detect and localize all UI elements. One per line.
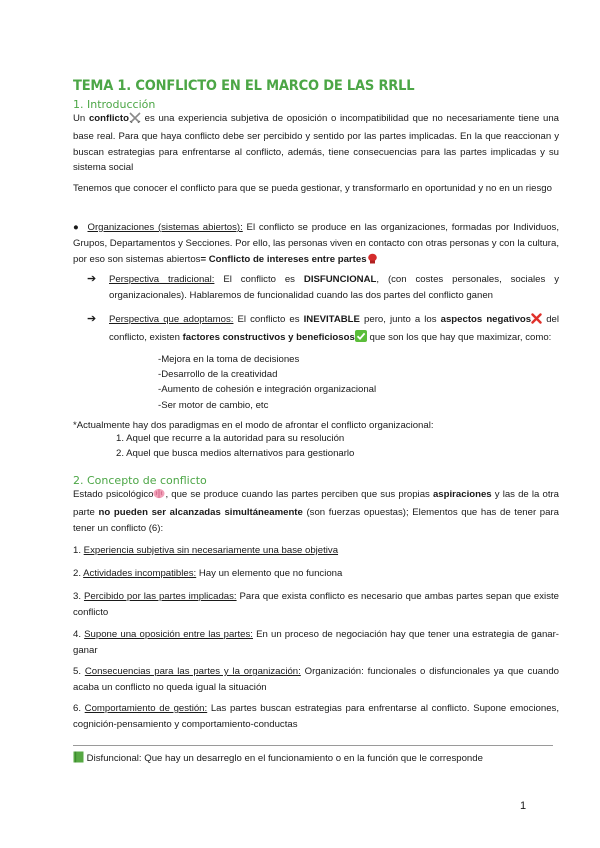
footnote-text: Disfuncional: Que hay un desarreglo en el funcionamiento o en la función que le corresponde xyxy=(86,753,483,764)
benefits-list xyxy=(158,352,538,413)
trad-text-a: El conflicto es xyxy=(214,274,304,285)
concepto-bold-simultaneamente: no pueden ser alcanzadas simultáneamente xyxy=(98,506,303,518)
organizaciones-bold: = Conflicto de intereses entre partes xyxy=(200,253,367,265)
adopt-bold-factores: factores constructivos y beneficiosos xyxy=(182,331,355,343)
perspectiva-adoptamos-paragraph xyxy=(109,312,559,348)
concept-item-number: 6. xyxy=(73,703,85,714)
concept-item-text: Las partes buscan estrategias para enfrentarse al conflicto. Supone emociones, cognición-pensamiento y comportamiento-conductas xyxy=(73,703,559,730)
brain-icon xyxy=(153,488,165,505)
concepto-text-b: , que se produce cuando las partes perciben que sus propias xyxy=(165,489,433,500)
adopt-text-c: pero, junto a los xyxy=(359,314,441,325)
benefit-item: -Ser motor de cambio, etc xyxy=(158,399,269,411)
adopt-text-g: que son los que hay que maximizar, como: xyxy=(366,331,552,343)
concepto-bold-aspiraciones: aspiraciones xyxy=(432,489,492,500)
intro-bold-conflicto: conflicto xyxy=(88,113,129,124)
perspectiva-tradicional-paragraph xyxy=(109,272,559,304)
benefit-item: -Mejora en la toma de decisiones xyxy=(158,354,300,365)
adopt-text-e: del conflicto, existen xyxy=(109,314,559,343)
section-heading-introduccion: 1. Introducción xyxy=(73,98,156,111)
paradigm-item: 2. Aquel que busca medios alternativos para gestionarlo xyxy=(116,447,355,459)
concept-item-text: Para que exista conflicto es necesario que ambas partes sepan que existe conflicto xyxy=(73,591,559,618)
concept-item-text: Organización: funcionales o disfuncionales ya que cuando acaba un conflicto no queda igual la situación xyxy=(73,666,559,693)
green-book-icon xyxy=(73,751,84,769)
page-number: 1 xyxy=(520,800,527,812)
concept-item-number: 2. xyxy=(73,568,84,579)
arrow-icon: ➔ xyxy=(87,273,97,285)
intro-paragraph xyxy=(73,111,559,176)
paradigms-intro: *Actualmente hay dos paradigmas en el modo de afrontar el conflicto organizacional: xyxy=(73,420,434,431)
concept-item-title: Actividades incompatibles: xyxy=(83,568,197,579)
concept-item-4 xyxy=(73,627,559,659)
concept-item-number: 3. xyxy=(73,591,84,602)
concept-item-title: Comportamiento de gestión: xyxy=(84,703,208,714)
concept-item-title: Experiencia subjetiva sin necesariamente una base objetiva xyxy=(83,545,339,556)
page-title: TEMA 1. CONFLICTO EN EL MARCO DE LAS RRLL xyxy=(73,78,415,94)
concept-item-1 xyxy=(73,543,559,559)
concept-item-2 xyxy=(73,566,559,582)
intro-text-c: es una experiencia subjetiva de oposición o incompatibilidad que no necesariamente tiene una base real. Para que haya conflicto debe ser percibido y sentido por las partes implicadas. En la que reaccionan y buscan estrategias para enfrentarse al conflicto, además, tiene consecuencias para las partes implicadas y su sistema social xyxy=(73,113,559,174)
green-checkmark-icon xyxy=(355,330,367,348)
crossed-swords-icon xyxy=(129,112,141,129)
perspectiva-tradicional-label: Perspectiva tradicional: xyxy=(109,274,215,285)
adopt-bold-aspectos: aspectos negativos xyxy=(440,314,532,325)
concept-item-number: 1. xyxy=(73,545,84,556)
concepto-text-d: y las de la otra parte xyxy=(73,489,560,518)
intro-text-a: Un xyxy=(73,113,89,124)
trad-bold-disfuncional: DISFUNCIONAL xyxy=(303,274,377,285)
paradigm-item: 1. Aquel que recurre a la autoridad para su resolución xyxy=(116,433,345,444)
organizaciones-paragraph xyxy=(73,220,559,269)
adopt-text-a: El conflicto es xyxy=(233,314,304,325)
benefit-item: -Aumento de cohesión e integración organizacional xyxy=(158,384,377,396)
concept-item-3 xyxy=(73,589,559,621)
benefit-item: -Desarrollo de la creatividad xyxy=(158,369,278,381)
red-cross-icon xyxy=(531,313,542,330)
boxing-glove-icon xyxy=(367,253,378,270)
trad-text-c: , (con costes personales, sociales y organizacionales). Hablaremos de funcionalidad cuando las dos partes del conflicto ganen xyxy=(109,274,559,301)
concepto-paragraph xyxy=(73,487,559,536)
footnote-divider xyxy=(73,745,553,746)
footnote xyxy=(73,751,559,769)
concept-item-5 xyxy=(73,664,559,696)
bullet: ● xyxy=(73,222,80,233)
concept-item-text: En un proceso de negociación hay que tener una estrategia de ganar-ganar xyxy=(73,629,560,656)
concepto-text-f: (son fuerzas opuestas); Elementos que has de tener para tener un conflicto (6): xyxy=(73,506,559,534)
paragraph-gestionar: Tenemos que conocer el conflicto para que se pueda gestionar, y transformarlo en oportunidad y no en un riesgo xyxy=(73,183,552,194)
section-heading-concepto: 2. Concepto de conflicto xyxy=(73,474,207,487)
concept-item-number: 4. xyxy=(73,629,85,640)
concept-item-title: Consecuencias para las partes y la organización: xyxy=(84,666,301,677)
perspectiva-adoptamos-label: Perspectiva que adoptamos: xyxy=(109,314,234,325)
concept-item-6 xyxy=(73,701,559,733)
organizaciones-text: El conflicto se produce en las organizaciones, formadas por Individuos, Grupos, Departamentos y Secciones. Por ello, las personas viven en contacto con otras personas y con la cultura, por eso son sistemas abiertos xyxy=(73,222,559,265)
concept-item-title: Percibido por las partes implicadas: xyxy=(83,591,237,602)
concept-item-text: Hay un elemento que no funciona xyxy=(196,568,343,579)
concept-item-number: 5. xyxy=(73,666,85,677)
concepto-text-a: Estado psicológico xyxy=(73,489,154,500)
arrow-icon: ➔ xyxy=(87,313,97,325)
paradigms-list xyxy=(116,432,556,461)
adopt-bold-inevitable: INEVITABLE xyxy=(303,314,360,325)
concept-item-title: Supone una oposición entre las partes: xyxy=(84,629,253,640)
organizaciones-label: Organizaciones (sistemas abiertos): xyxy=(87,222,243,233)
